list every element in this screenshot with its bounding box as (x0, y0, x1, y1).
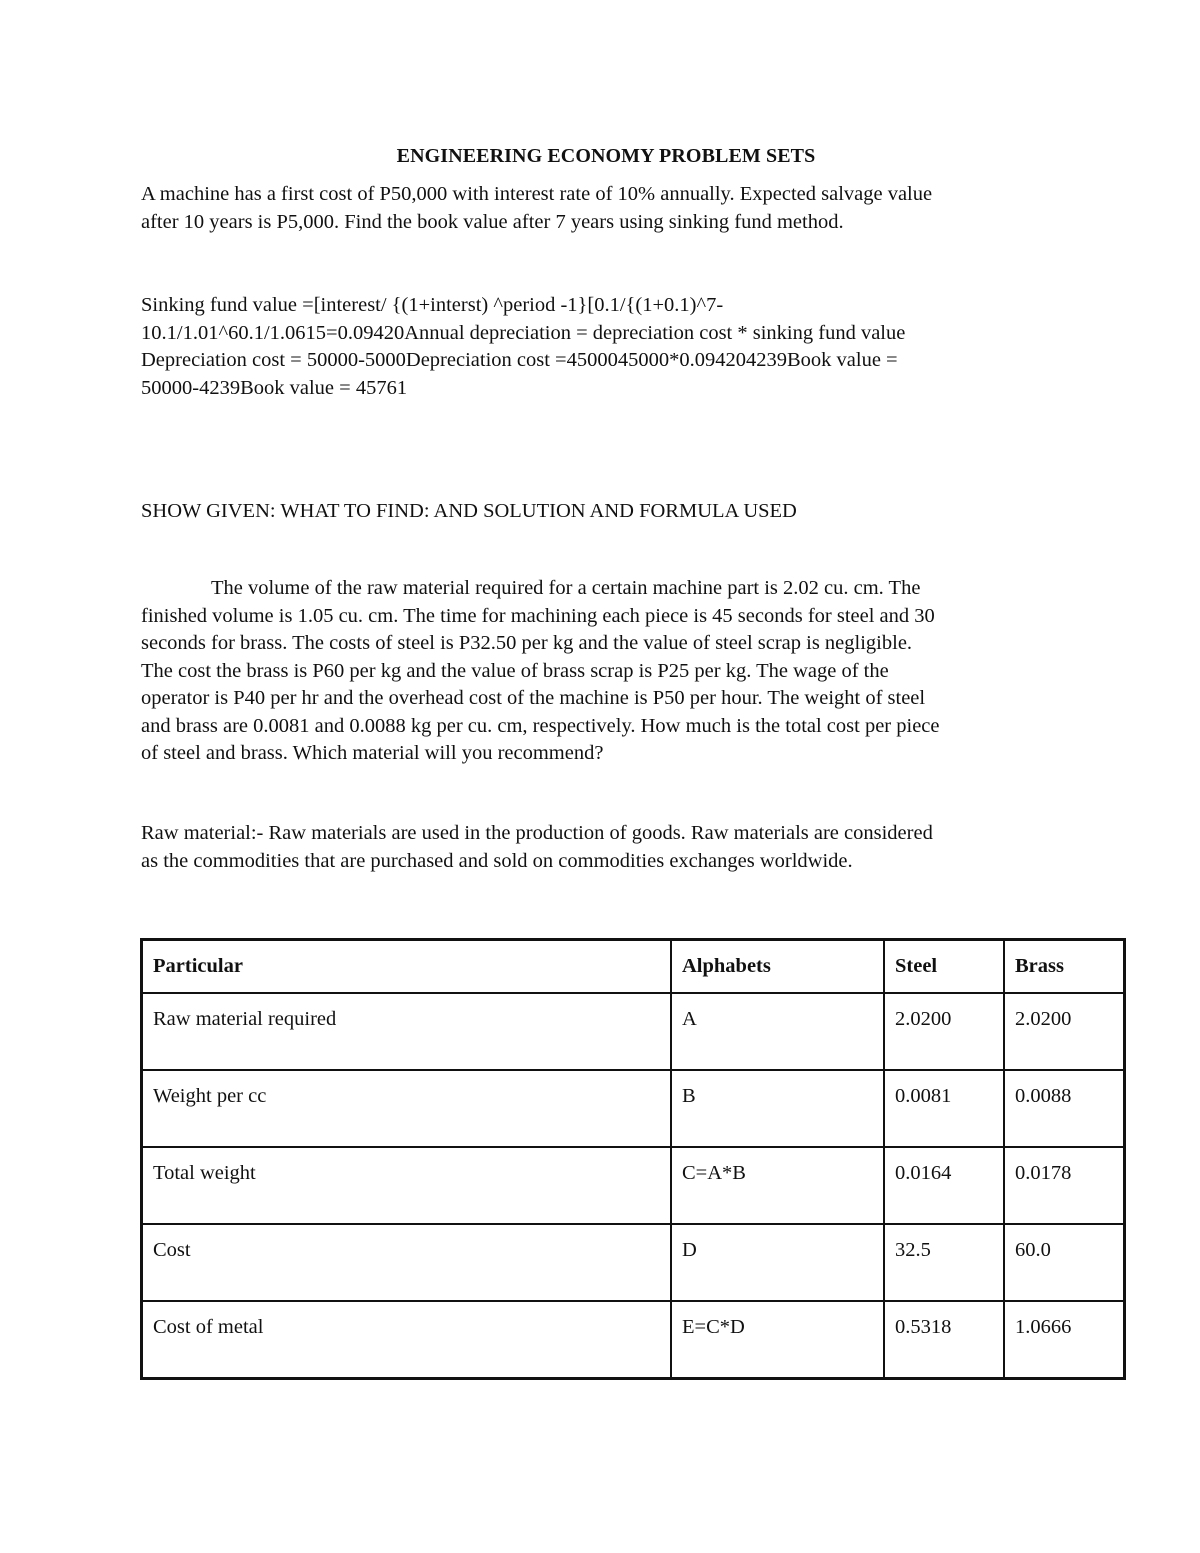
header-brass: Brass (1004, 940, 1125, 994)
text-line: 10.1/1.01^60.1/1.0615=0.09420Annual depreciation = depreciation cost * sinking fund value (141, 321, 906, 344)
text-line: seconds for brass. The costs of steel is P32.50 per kg and the value of steel scrap is negligible. (141, 632, 913, 654)
text-line: 50000-4239Book value = 45761 (141, 376, 408, 399)
cell-particular: Cost of metal (142, 1301, 672, 1379)
raw-material-note (141, 820, 1071, 875)
text-line: Sinking fund value =[interest/ {(1+interst) ^period -1}[0.1/{(1+0.1)^7- (141, 294, 724, 316)
text-line: A machine has a first cost of P50,000 with interest rate of 10% annually. Expected salvage value (141, 183, 933, 205)
text-line: Raw material:- Raw materials are used in the production of goods. Raw materials are considered (141, 822, 933, 844)
cost-table (140, 938, 1126, 1380)
cell-brass: 60.0 (1004, 1224, 1125, 1301)
table-row (142, 993, 1125, 1070)
document-title: ENGINEERING ECONOMY PROBLEM SETS (396, 145, 816, 167)
cell-steel: 2.0200 (884, 993, 1004, 1070)
cell-steel: 0.5318 (884, 1301, 1004, 1379)
header-particular: Particular (142, 940, 672, 994)
cell-alphabet: A (671, 993, 884, 1070)
table-row (142, 1147, 1125, 1224)
instruction-text: SHOW GIVEN: WHAT TO FIND: AND SOLUTION AND FORMULA USED (141, 500, 797, 522)
problem-1-text (141, 181, 1071, 236)
cost-table-container (140, 938, 1126, 1380)
table-row (142, 1301, 1125, 1379)
text-line: operator is P40 per hr and the overhead cost of the machine is P50 per hour. The weight of steel (141, 687, 926, 709)
text-line: Depreciation cost = 50000-5000Depreciation cost =4500045000*0.094204239Book value = (141, 349, 898, 371)
table-header-row (142, 940, 1125, 994)
text-line: The cost the brass is P60 per kg and the value of brass scrap is P25 per kg. The wage of the (141, 659, 889, 682)
cell-alphabet: C=A*B (671, 1147, 884, 1224)
cell-particular: Weight per cc (142, 1070, 672, 1147)
cell-steel: 32.5 (884, 1224, 1004, 1301)
problem-2-text (141, 575, 1071, 768)
cell-particular: Total weight (142, 1147, 672, 1224)
cell-particular: Cost (142, 1224, 672, 1301)
cell-brass: 0.0088 (1004, 1070, 1125, 1147)
text-line: as the commodities that are purchased and sold on commodities exchanges worldwide. (141, 849, 853, 872)
cell-alphabet: E=C*D (671, 1301, 884, 1379)
header-alphabets: Alphabets (671, 940, 884, 994)
solution-1-text (141, 292, 1041, 402)
text-line: finished volume is 1.05 cu. cm. The time for machining each piece is 45 seconds for steel and 30 (141, 604, 935, 627)
cell-steel: 0.0164 (884, 1147, 1004, 1224)
cell-brass: 2.0200 (1004, 993, 1125, 1070)
text-line: The volume of the raw material required for a certain machine part is 2.02 cu. cm. The (211, 577, 921, 599)
cell-particular: Raw material required (142, 993, 672, 1070)
cell-brass: 1.0666 (1004, 1301, 1125, 1379)
cell-brass: 0.0178 (1004, 1147, 1125, 1224)
text-line: and brass are 0.0081 and 0.0088 kg per cu. cm, respectively. How much is the total cost per piece (141, 714, 940, 737)
table-row (142, 1224, 1125, 1301)
text-line: after 10 years is P5,000. Find the book value after 7 years using sinking fund method. (141, 210, 844, 233)
cell-alphabet: D (671, 1224, 884, 1301)
header-steel: Steel (884, 940, 1004, 994)
cell-alphabet: B (671, 1070, 884, 1147)
cell-steel: 0.0081 (884, 1070, 1004, 1147)
text-line: of steel and brass. Which material will you recommend? (141, 742, 604, 764)
table-row (142, 1070, 1125, 1147)
